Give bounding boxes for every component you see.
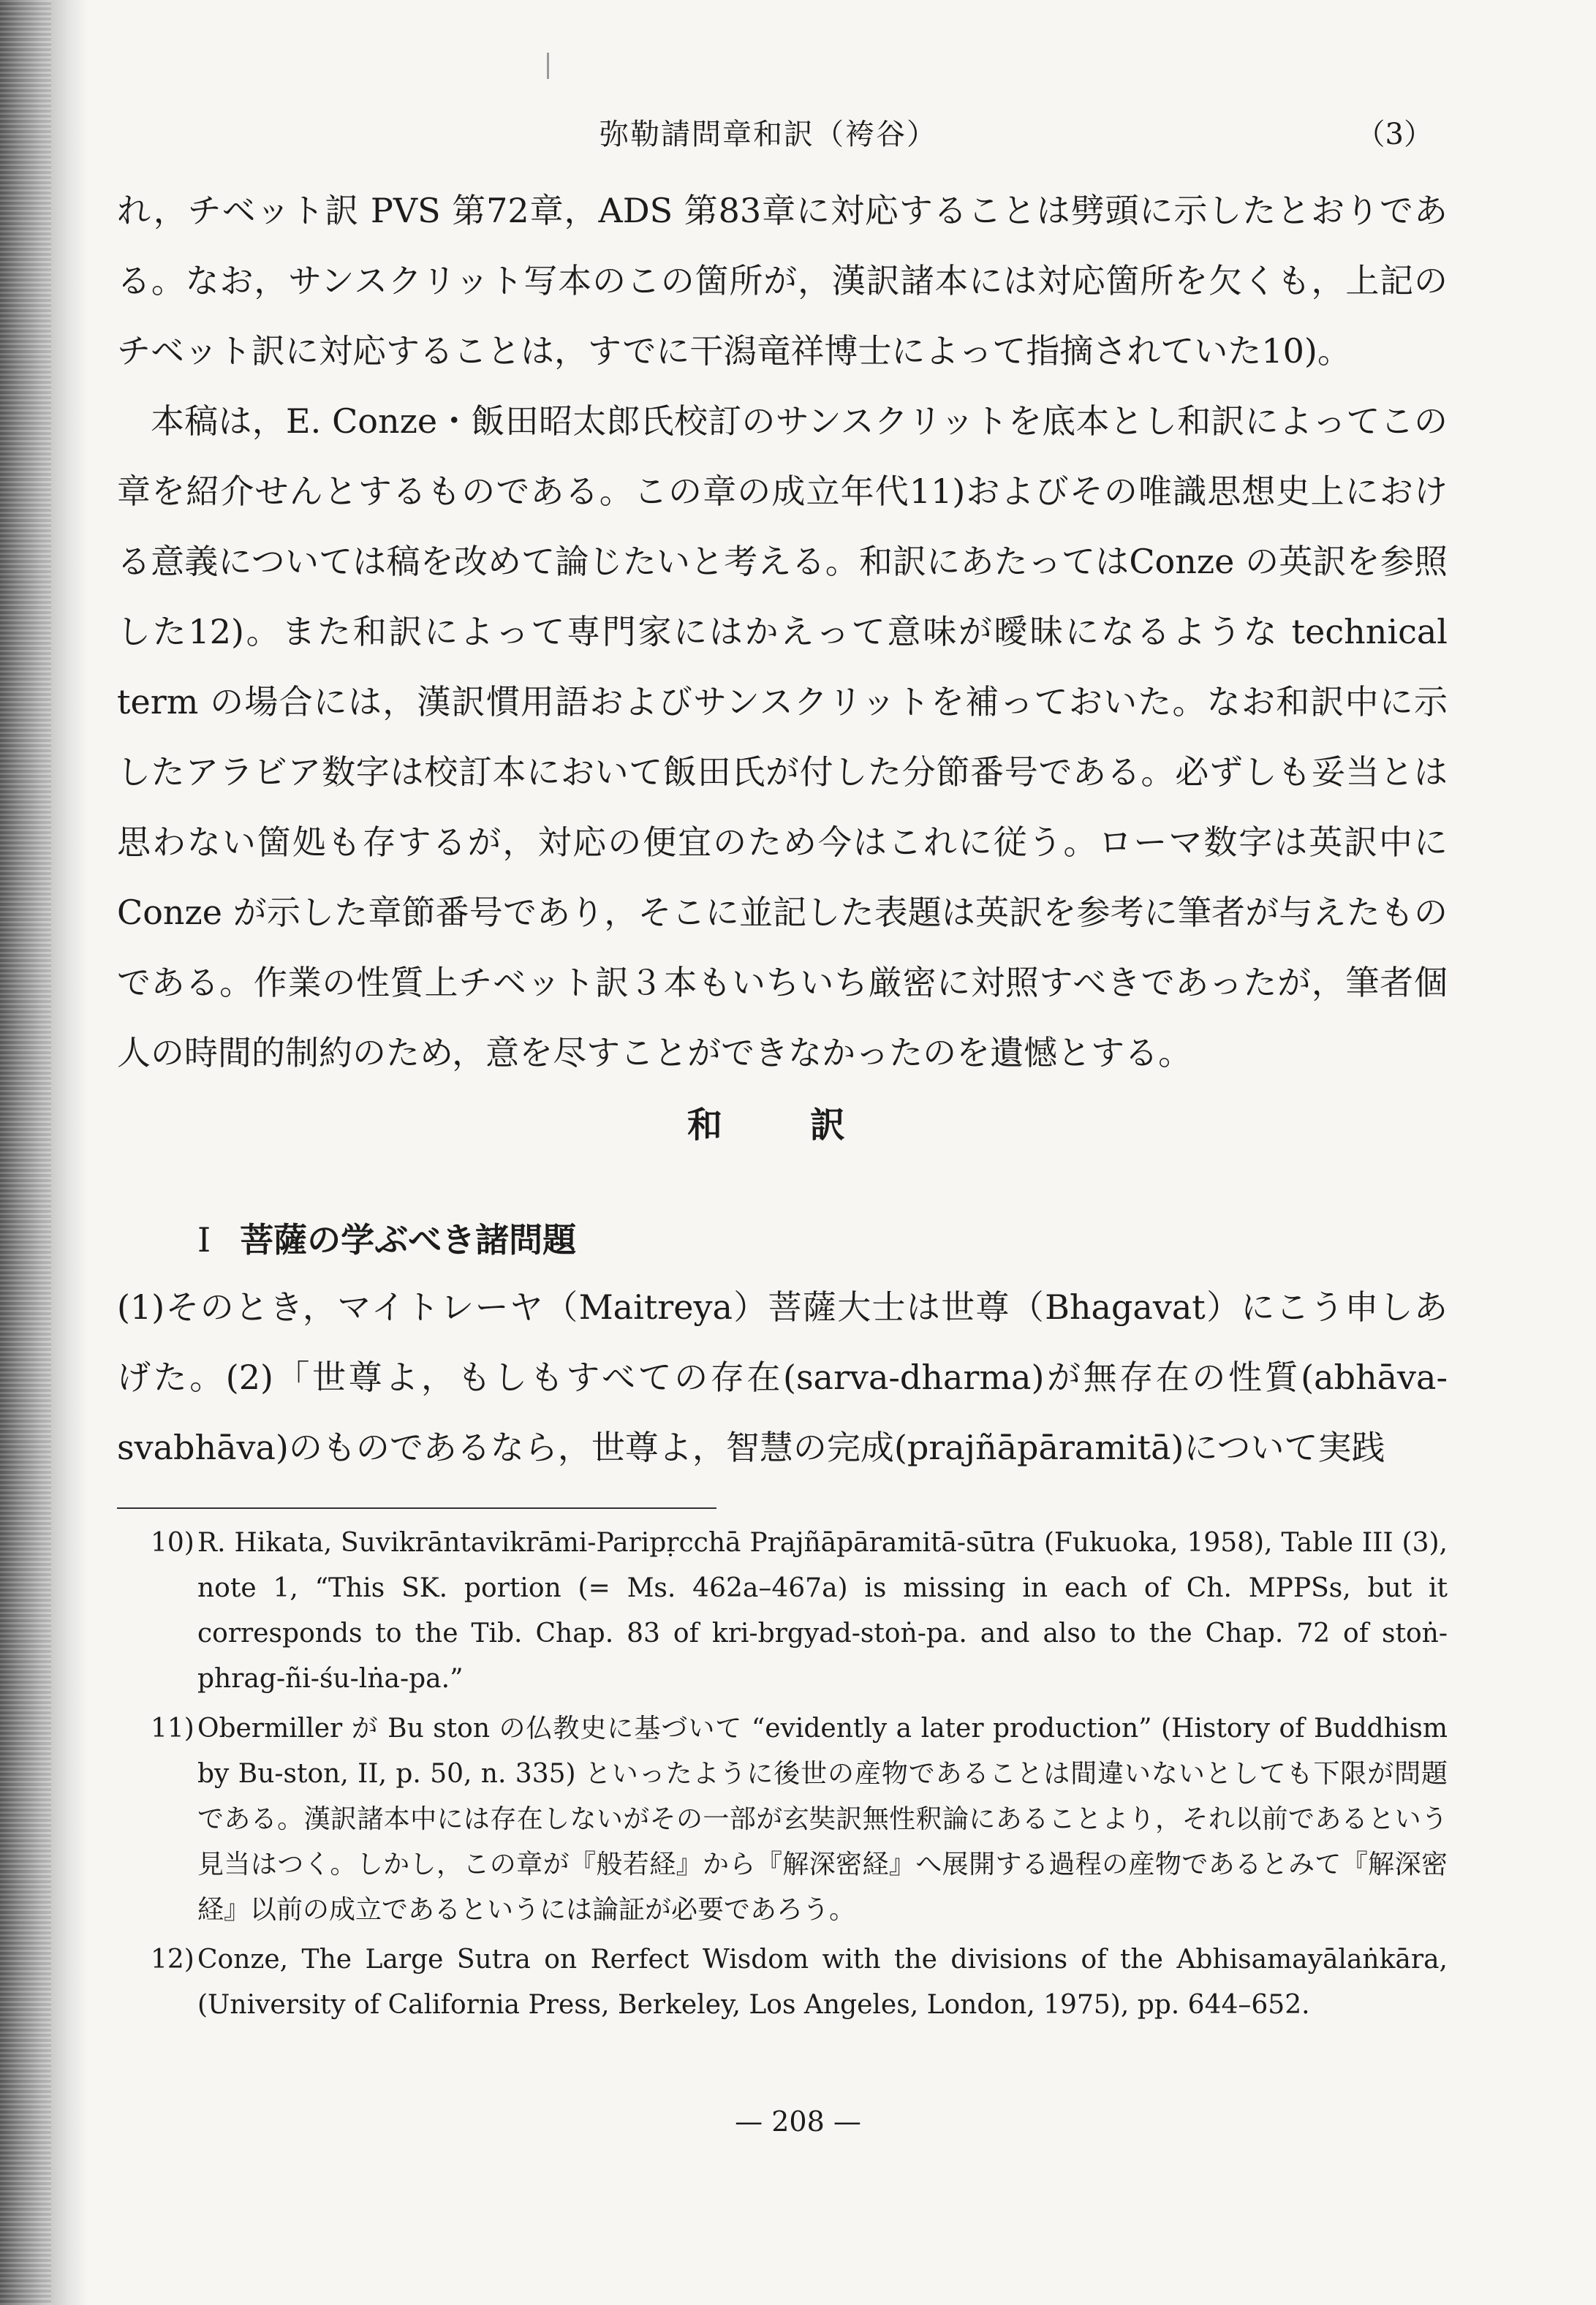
footnote-11: [117, 1706, 1448, 1933]
footnotes: [117, 1521, 1448, 2032]
page-header: [117, 111, 1448, 155]
intro-paragraph-1: れ，チベット訳 PVS 第72章，ADS 第83章に対応することは劈頭に示したとおりである。なお，サンスクリット写本のこの箇所が，漢訳諸本には対応箇所を欠くも，上記のチベット訳に対応することは，すでに干潟竜祥博士によって指摘されていた10)。: [117, 191, 1448, 371]
footnote-text: R. Hikata, Suvikrāntavikrāmi-Paripṛcchā Prajñāpāramitā-sūtra (Fukuoka, 1958), Table III (3), note 1, “This SK. portion (= Ms. 462a–467a) is missing in each of Ch. MPPSs, but it corresponds to the Tib. Chap. 83 of kri-brgyad-stoṅ-pa. and also to the Chap. 72 of stoṅ-phrag-ñi-śu-lṅa-pa.”: [197, 1528, 1448, 1694]
footnote-rule: [117, 1507, 716, 1509]
scan-noise: [0, 0, 51, 2305]
translation-paragraph-1: (1)そのとき，マイトレーヤ（Maitreya）菩薩大士は世尊（Bhagavat）にこう申しあげた。(2)「世尊よ，もしもすべての存在(sarva-dharma)が無存在の性質(abhāva-svabhāva)のものであるなら，世尊よ，智慧の完成(prajñāpāramitā)について実践: [117, 1287, 1448, 1467]
footnote-text: Obermiller が Bu ston の仏教史に基づいて “evidently a later production” (History of Buddhism by Bu-ston, II, p. 50, n. 335) といったように後世の産物であることは間違いないとしても下限が問題である。漢訳諸本中には存在しないがその一部が玄奘訳無性釈論にあることより，それ以前であるという見当はつく。しかし，この章が『般若経』から『解深密経』へ展開する過程の産物であるとみて『解深密経』以前の成立であるというには論証が必要であろう。: [197, 1714, 1448, 1925]
footnote-number: 11): [151, 1714, 194, 1744]
running-title: 弥勒請問章和訳（袴谷）: [600, 118, 937, 151]
footnote-12: [117, 1937, 1448, 2028]
footnote-number: 10): [151, 1528, 194, 1558]
intro-text: [117, 175, 1448, 1088]
intro-paragraph-2: 本稿は，E. Conze・飯田昭太郎氏校訂のサンスクリットを底本とし和訳によってこの章を紹介せんとするものである。この章の成立年代11)およびその唯識思想史上における意義については稿を改めて論じたいと考える。和訳にあたってはConze の英訳を参照した12)。また和訳によって専門家にはかえって意味が曖昧になるような technical term の場合には，漢訳慣用語およびサンスクリットを補っておいた。なお和訳中に示したアラビア数字は校訂本において飯田氏が付した分節番号である。必ずしも妥当とは思わない箇処も存するが，対応の便宜のため今はこれに従う。ローマ数字は英訳中に Conze が示した章節番号であり，そこに並記した表題は英訳を参考に筆者が与えたものである。作業の性質上チベット訳３本もいちいち厳密に対照すべきであったが，筆者個人の時間的制約のため，意を尽すことができなかったのを遺憾とする。: [117, 401, 1448, 1072]
section-title: [197, 1214, 576, 1262]
section-number: I: [197, 1220, 211, 1260]
page-number: — 208 —: [735, 2105, 861, 2138]
footnote-text: Conze, The Large Sutra on Rerfect Wisdom with the divisions of the Abhisamayālaṅkāra, (University of California Press, Berkeley, Los Angeles, London, 1975), pp. 644–652.: [197, 1945, 1448, 2020]
section-title-text: 菩薩の学ぶべき諸問題: [240, 1220, 577, 1260]
scan-mark: [547, 53, 549, 79]
translation-text: [117, 1272, 1448, 1483]
footnote-number: 12): [151, 1945, 194, 1975]
translation-heading: 和訳: [687, 1105, 934, 1146]
page-tag: （3）: [1355, 118, 1433, 151]
footnote-10: [117, 1521, 1448, 1702]
